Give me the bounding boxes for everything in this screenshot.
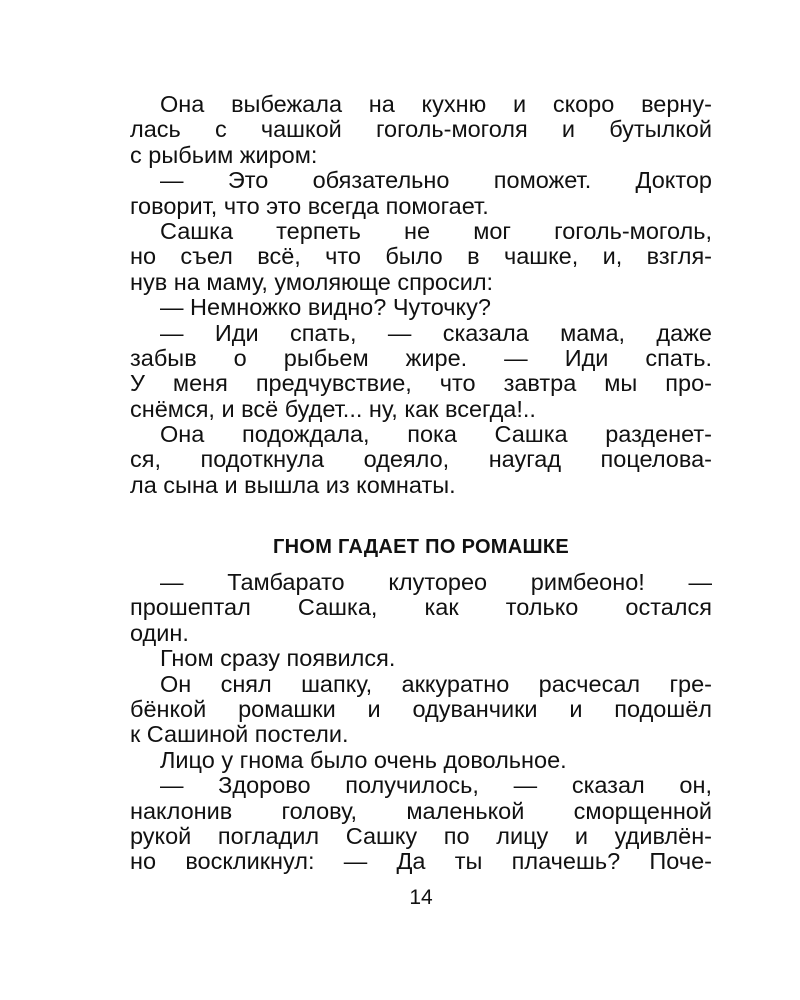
text-line: Она подождала, пока Сашка разденет-: [160, 421, 712, 448]
text-line: — Иди спать, — сказала мама, даже: [160, 319, 712, 346]
page-number: 14: [409, 886, 433, 909]
text-line: с рыбьим жиром:: [130, 141, 318, 168]
text-line: — Это обязательно поможет. Доктор: [160, 167, 712, 194]
text-line: нув на маму, умоляюще спросил:: [130, 268, 494, 295]
text-line: но воскликнул: — Да ты плачешь? Поче-: [130, 848, 712, 875]
text-line: говорит, что это всегда помогает.: [130, 192, 489, 219]
text-line: Она выбежала на кухню и скоро верну-: [160, 91, 712, 117]
text-line: Он снял шапку, аккуратно расчесал гре-: [160, 670, 712, 697]
text-line: к Сашиной постели.: [130, 721, 349, 748]
text-line: Лицо у гнома было очень довольное.: [160, 746, 567, 773]
chapter-heading: ГНОМ ГАДАЕТ ПО РОМАШКЕ: [272, 536, 570, 558]
paragraph-block-bottom: [130, 570, 712, 875]
text-line: прошептал Сашка, как только остался: [130, 594, 712, 621]
text-line: бёнкой ромашки и одуванчики и подошёл: [130, 695, 712, 722]
text-line: ла сына и вышла из комнаты.: [130, 471, 456, 498]
text-line: один.: [130, 619, 189, 646]
paragraph-block-top: [130, 92, 712, 498]
text-line: Гном сразу появился.: [160, 645, 396, 672]
text-line: — Немножко видно? Чуточку?: [160, 294, 491, 321]
text-line: лась с чашкой гоголь-моголя и бутылкой: [130, 116, 712, 143]
text-line: У меня предчувствие, что завтра мы про-: [130, 370, 712, 397]
text-line: — Тамбарато клуторео римбеоно! —: [160, 569, 712, 595]
text-line: забыв о рыбьем жире. — Иди спать.: [130, 344, 712, 371]
text-line: Сашка терпеть не мог гоголь-моголь,: [160, 217, 712, 244]
text-line: наклонив голову, маленькой сморщенной: [130, 797, 712, 824]
text-line: но съел всё, что было в чашке, и, взгля-: [130, 243, 712, 270]
text-line: ся, подоткнула одеяло, наугад поцелова-: [130, 446, 712, 473]
text-line: снёмся, и всё будет... ну, как всегда!..: [130, 395, 536, 422]
text-line: рукой погладил Сашку по лицу и удивлён-: [130, 822, 712, 849]
text-line: — Здорово получилось, — сказал он,: [160, 772, 712, 799]
